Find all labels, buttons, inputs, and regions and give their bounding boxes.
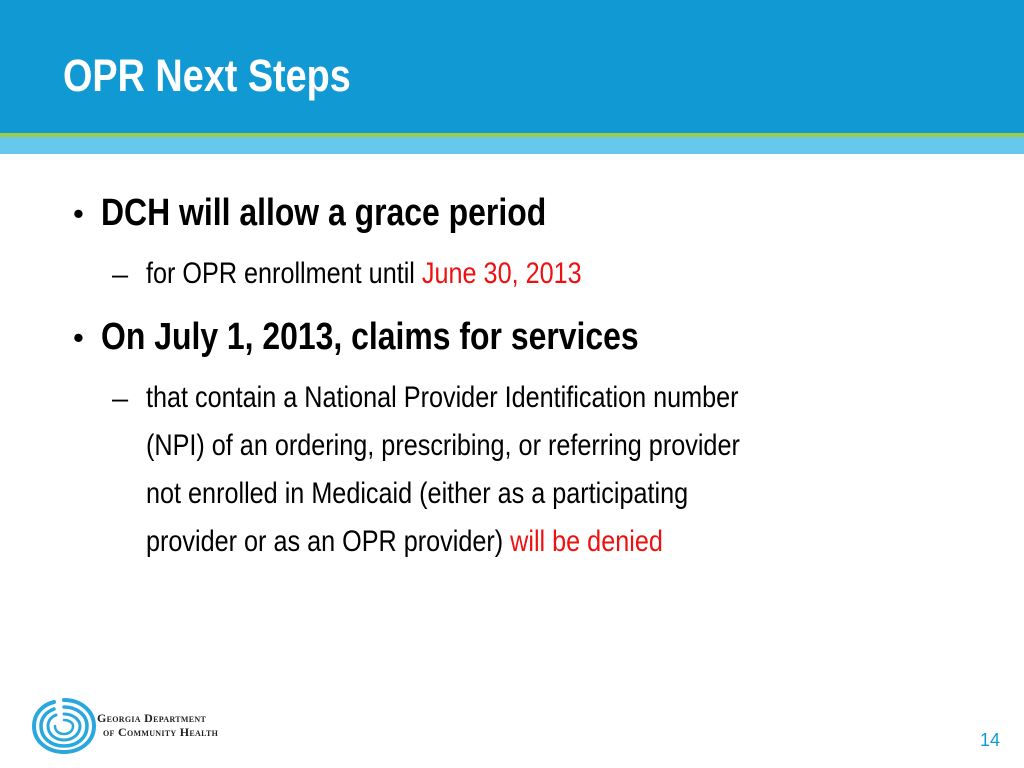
bullet-marker: • [73, 320, 84, 355]
grace-period-deadline: June 30, 2013 [421, 257, 582, 290]
sub-bullet-2-text [146, 374, 936, 566]
sub-bullet-marker: – [112, 383, 129, 415]
dch-swirl-logo-icon [30, 696, 98, 756]
title-underline-band [0, 137, 1024, 154]
sub-bullet-2-line-1: that contain a National Provider Identification number [146, 381, 739, 414]
sub-bullet-1-main: for OPR enrollment until [146, 257, 422, 290]
bullet-marker: • [73, 196, 84, 231]
sub-bullet-marker: – [112, 259, 129, 291]
organization-name-line-1: Georgia Department [97, 711, 207, 725]
sub-bullet-2-line-4: provider or as an OPR provider) [146, 525, 511, 558]
denial-notice: will be denied [510, 525, 663, 558]
sub-bullet-2-line-3: not enrolled in Medicaid (either as a participating [146, 477, 689, 510]
page-number: 14 [979, 730, 1000, 750]
sub-bullet-2-line-2: (NPI) of an ordering, prescribing, or referring provider [146, 429, 740, 462]
organization-name-line-2: of Community Health [103, 725, 219, 739]
sub-bullet-1-text [146, 250, 936, 298]
organization-name [97, 711, 218, 739]
bullet-2-text: On July 1, 2013, claims for services [101, 316, 639, 358]
bullet-1-text: DCH will allow a grace period [101, 192, 547, 234]
slide-title: OPR Next Steps [63, 50, 351, 101]
